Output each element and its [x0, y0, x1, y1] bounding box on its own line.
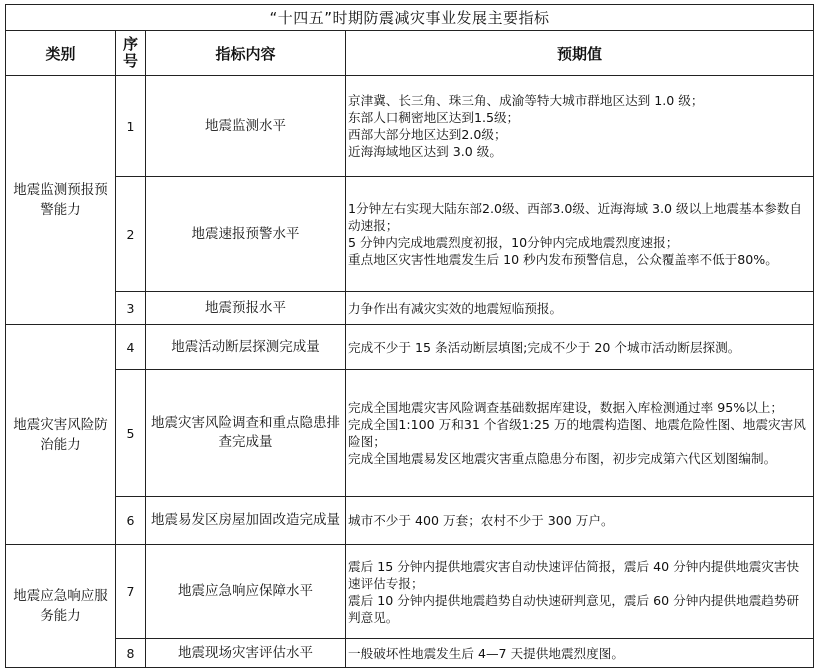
indicator-name: 地震应急响应保障水平 [146, 545, 346, 639]
row-number: 7 [116, 545, 146, 639]
row-number: 5 [116, 370, 146, 497]
table-title: “十四五”时期防震减灾事业发展主要指标 [6, 5, 814, 31]
indicator-name: 地震灾害风险调查和重点隐患排查完成量 [146, 370, 346, 497]
header-item: 指标内容 [146, 31, 346, 76]
row-number: 2 [116, 177, 146, 292]
value-line: 京津冀、长三角、珠三角、成渝等特大城市群地区达到 1.0 级； [348, 93, 704, 108]
header-value: 预期值 [346, 31, 814, 76]
value-line: 力争作出有减灾实效的地震短临预报。 [348, 300, 563, 316]
expected-value [346, 177, 814, 292]
indicator-name: 地震活动断层探测完成量 [146, 325, 346, 370]
category-cell: 地震灾害风险防治能力 [6, 325, 116, 545]
row-number: 8 [116, 639, 146, 668]
indicator-name: 地震易发区房屋加固改造完成量 [146, 497, 346, 545]
table-row [6, 177, 814, 292]
value-line: 完成全国1:100 万和31 个省级1:25 万的地震构造图、地震危险性图、地震灾害风险图； [348, 417, 806, 449]
expected-value [346, 639, 814, 668]
table-row [6, 497, 814, 545]
indicator-name: 地震速报预警水平 [146, 177, 346, 292]
value-line: 完成不少于 15 条活动断层填图;完成不少于 20 个城市活动断层探测。 [348, 339, 741, 355]
expected-value [346, 76, 814, 177]
value-line: 5 分钟内完成地震烈度初报，10分钟内完成地震烈度速报； [348, 235, 679, 250]
expected-value [346, 370, 814, 497]
value-line: 震后 10 分钟内提供地震趋势自动快速研判意见，震后 60 分钟内提供地震趋势研判意见。 [348, 592, 800, 625]
table-row [6, 639, 814, 668]
value-line: 完成全国地震灾害风险调查基础数据库建设，数据入库检测通过率 95%以上； [348, 400, 783, 415]
header-seq: 序号 [116, 31, 146, 76]
value-line: 震后 15 分钟内提供地震灾害自动快速评估简报，震后 40 分钟内提供地震灾害快速评估专报； [348, 558, 800, 591]
value-line: 完成全国地震易发区地震灾害重点隐患分布图，初步完成第六代区划图编制。 [348, 451, 777, 466]
indicator-name: 地震现场灾害评估水平 [146, 639, 346, 668]
table-row [6, 370, 814, 497]
expected-value [346, 325, 814, 370]
indicator-name: 地震预报水平 [146, 292, 346, 325]
table-row [6, 545, 814, 639]
value-line: 近海海域地区达到 3.0 级。 [348, 144, 502, 159]
table-row [6, 292, 814, 325]
value-line: 1分钟左右实现大陆东部2.0级、西部3.0级、近海海域 3.0 级以上地震基本参数自动速报； [348, 201, 802, 233]
expected-value [346, 292, 814, 325]
indicator-name: 地震监测水平 [146, 76, 346, 177]
table-row [6, 325, 814, 370]
value-line: 一般破坏性地震发生后 4—7 天提供地震烈度图。 [348, 645, 624, 661]
category-cell: 地震监测预报预警能力 [6, 76, 116, 325]
indicator-table [5, 4, 814, 668]
row-number: 1 [116, 76, 146, 177]
row-number: 4 [116, 325, 146, 370]
header-category: 类别 [6, 31, 116, 76]
row-number: 6 [116, 497, 146, 545]
value-line: 城市不少于 400 万套；农村不少于 300 万户。 [348, 513, 614, 528]
value-line: 重点地区灾害性地震发生后 10 秒内发布预警信息，公众覆盖率不低于80%。 [348, 252, 778, 267]
expected-value [346, 545, 814, 639]
table-row [6, 76, 814, 177]
row-number: 3 [116, 292, 146, 325]
value-line: 东部人口稠密地区达到1.5级； [348, 110, 520, 125]
expected-value [346, 497, 814, 545]
category-cell: 地震应急响应服务能力 [6, 545, 116, 668]
value-line: 西部大部分地区达到2.0级； [348, 127, 507, 142]
